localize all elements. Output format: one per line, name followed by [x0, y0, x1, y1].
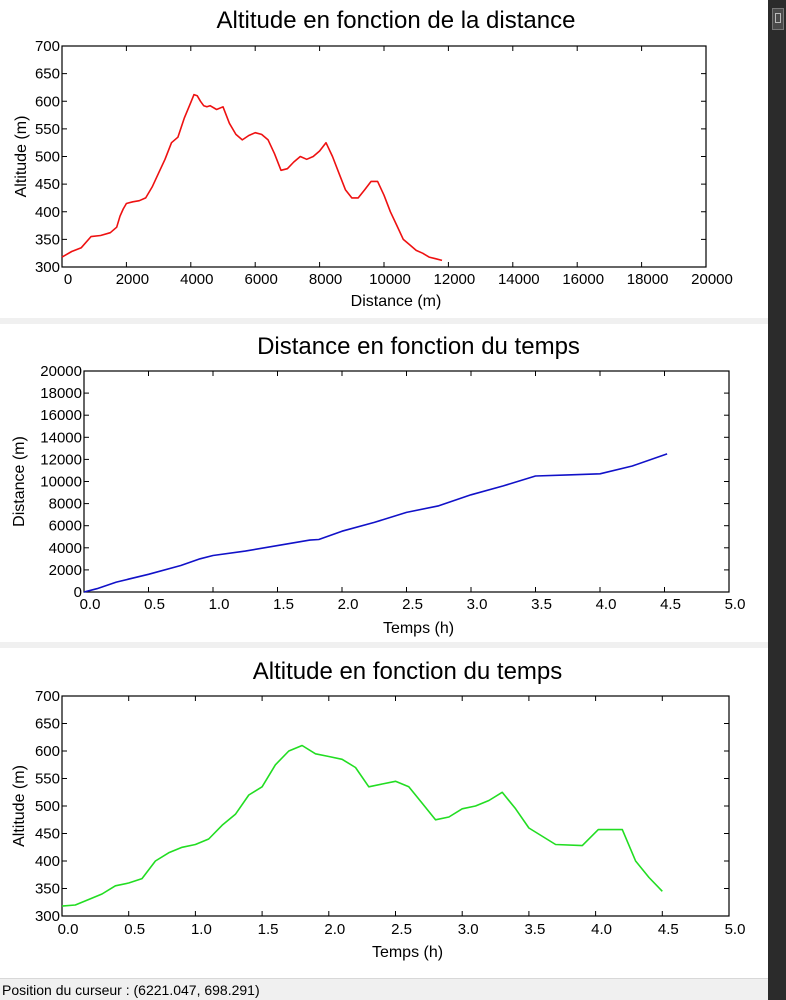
x-tick-label: 2.0 [324, 921, 346, 938]
y-axis-label: Altitude (m) [13, 115, 30, 198]
x-tick-label: 2.0 [337, 596, 359, 613]
x-tick-label: 16000 [562, 271, 605, 288]
y-tick-label: 500 [34, 148, 60, 166]
y-tick-label: 300 [34, 908, 60, 925]
y-tick-label: 600 [34, 93, 60, 111]
y-tick-label: 550 [34, 770, 60, 788]
x-tick-label: 5.0 [724, 596, 746, 613]
y-tick-label: 14000 [40, 429, 82, 447]
cursor-position-value: (6221.047, 698.291) [133, 982, 260, 998]
x-tick-label: 0.0 [79, 596, 101, 613]
y-tick-label: 20000 [40, 363, 82, 380]
x-tick-label: 1.5 [273, 596, 294, 613]
x-tick-label: 0.5 [124, 921, 146, 938]
x-tick-label: 0.0 [57, 921, 79, 938]
chart-panel-distance-time [0, 324, 768, 642]
y-axis-label: Distance (m) [11, 436, 28, 527]
x-tick-label: 1.5 [257, 921, 279, 938]
window-edge-strip [768, 0, 786, 1000]
x-axis-label: Temps (h) [382, 620, 455, 637]
chart-title: Altitude en fonction du temps [252, 658, 563, 685]
cursor-position-label: Position du curseur : [2, 982, 130, 998]
chart-panel-altitude-distance [0, 0, 768, 318]
chart-title: Altitude en fonction de la distance [216, 7, 576, 34]
y-tick-label: 450 [34, 825, 60, 843]
y-tick-label: 550 [34, 120, 60, 138]
x-axis-label: Temps (h) [371, 944, 444, 961]
y-tick-label: 500 [34, 798, 60, 815]
y-tick-label: 0 [73, 584, 82, 601]
y-tick-label: 400 [34, 853, 60, 870]
x-tick-label: 2.5 [391, 921, 412, 938]
x-tick-label: 3.5 [531, 596, 552, 613]
status-bar [0, 978, 768, 1000]
y-tick-label: 8000 [48, 495, 82, 513]
y-tick-label: 600 [34, 743, 60, 760]
restore-icon[interactable] [772, 8, 784, 30]
x-tick-label: 0.5 [144, 596, 165, 613]
y-axis-label: Altitude (m) [11, 765, 28, 847]
x-tick-label: 4.5 [660, 596, 681, 613]
y-tick-label: 700 [34, 38, 60, 55]
x-tick-label: 4.5 [657, 921, 679, 938]
x-tick-label: 1.0 [190, 921, 212, 938]
plot-area [84, 371, 729, 592]
chart-altitude-distance [0, 0, 768, 318]
y-tick-label: 4000 [48, 539, 82, 557]
x-tick-label: 3.5 [524, 921, 546, 938]
y-tick-label: 700 [34, 688, 60, 705]
x-tick-label: 10000 [369, 271, 411, 288]
x-tick-label: 8000 [308, 271, 343, 288]
y-tick-label: 12000 [40, 451, 82, 469]
x-tick-label: 14000 [497, 271, 540, 288]
x-tick-label: 3.0 [466, 596, 488, 613]
y-tick-label: 400 [34, 203, 60, 221]
x-tick-label: 18000 [626, 271, 669, 288]
y-tick-label: 350 [34, 231, 60, 249]
chart-distance-time [0, 324, 768, 642]
x-tick-label: 12000 [433, 271, 476, 288]
x-tick-label: 4000 [180, 271, 214, 288]
x-tick-label: 1.0 [208, 596, 230, 613]
y-tick-label: 450 [34, 176, 60, 194]
chart-altitude-time [0, 648, 768, 978]
chart-panel-altitude-time [0, 648, 768, 978]
x-axis-label: Distance (m) [350, 293, 442, 310]
x-tick-label: 4.0 [595, 596, 617, 613]
y-tick-label: 18000 [40, 385, 82, 403]
x-tick-label: 6000 [244, 271, 278, 288]
y-tick-label: 10000 [40, 473, 82, 491]
x-tick-label: 5.0 [724, 921, 746, 938]
y-tick-label: 350 [34, 880, 60, 898]
plot-area [62, 696, 729, 916]
plot-area [62, 46, 706, 267]
x-tick-label: 2000 [115, 271, 150, 288]
y-tick-label: 650 [34, 65, 60, 83]
x-tick-label: 4.0 [591, 921, 613, 938]
x-tick-label: 20000 [691, 271, 733, 288]
x-tick-label: 0 [63, 271, 73, 288]
y-tick-label: 2000 [48, 561, 82, 579]
y-tick-label: 650 [34, 715, 60, 733]
y-tick-label: 16000 [40, 407, 82, 425]
x-tick-label: 3.0 [457, 921, 479, 938]
chart-title: Distance en fonction du temps [257, 333, 580, 360]
x-tick-label: 2.5 [402, 596, 423, 613]
y-tick-label: 6000 [48, 517, 82, 535]
y-tick-label: 300 [34, 259, 60, 276]
